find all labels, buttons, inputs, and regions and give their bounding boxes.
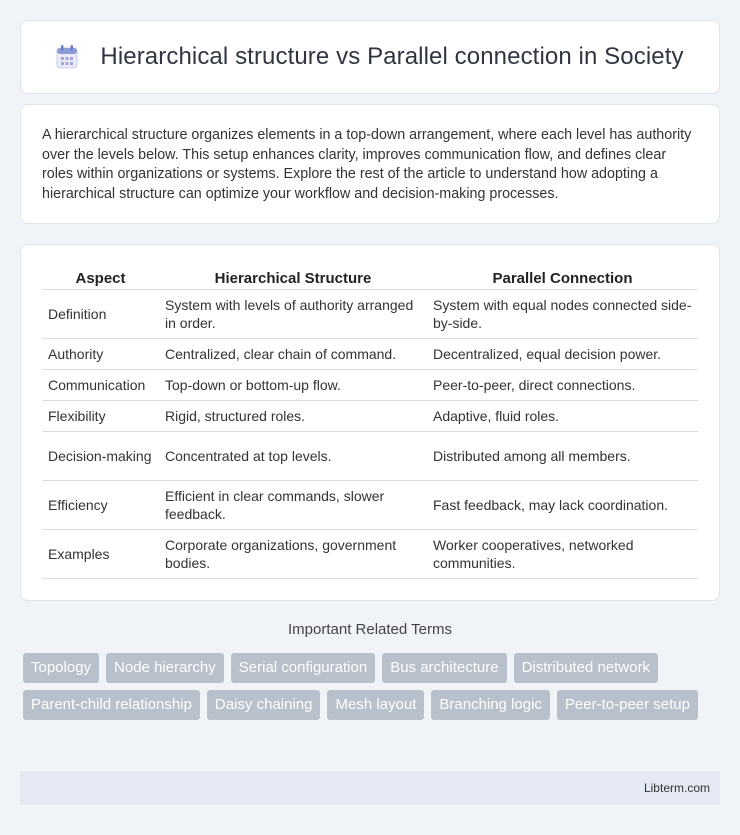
tag-mesh-layout[interactable]: Mesh layout <box>327 690 424 720</box>
related-terms-list <box>23 653 713 727</box>
table-header-row <box>42 267 698 290</box>
hierarchical-cell: Efficient in clear commands, slower feedback. <box>159 481 427 530</box>
parallel-cell: System with equal nodes connected side-by-side. <box>427 290 698 339</box>
parallel-cell: Fast feedback, may lack coordination. <box>427 481 698 530</box>
hierarchical-cell: Top-down or bottom-up flow. <box>159 370 427 401</box>
table-row <box>42 481 698 530</box>
parallel-cell: Decentralized, equal decision power. <box>427 339 698 370</box>
aspect-cell: Authority <box>42 339 159 370</box>
page-title: Hierarchical structure vs Parallel connection in Society <box>100 43 684 70</box>
intro-paragraph: A hierarchical structure organizes elements in a top-down arrangement, where each level has authority over the levels below. This setup enhances clarity, improves communication flow, and defines clear roles within organizations or systems. Explore the rest of the article to understand how adopting a hierarchical structure can optimize your workflow and decision-making processes. <box>42 127 692 202</box>
hierarchical-cell: Corporate organizations, government bodies. <box>159 530 427 579</box>
aspect-cell: Examples <box>42 530 159 579</box>
table-row <box>42 370 698 401</box>
aspect-cell: Efficiency <box>42 481 159 530</box>
calendar-icon <box>56 44 78 70</box>
hierarchical-cell: System with levels of authority arranged in order. <box>159 290 427 339</box>
table-row <box>42 290 698 339</box>
aspect-cell: Definition <box>42 290 159 339</box>
tag-topology[interactable]: Topology <box>23 653 99 683</box>
tag-serial-configuration[interactable]: Serial configuration <box>231 653 375 683</box>
hierarchical-cell: Concentrated at top levels. <box>159 432 427 481</box>
header-hierarchical: Hierarchical Structure <box>159 267 427 290</box>
tag-bus-architecture[interactable]: Bus architecture <box>382 653 506 683</box>
tag-parent-child-relationship[interactable]: Parent-child relationship <box>23 690 200 720</box>
related-terms-title: Important Related Terms <box>288 621 452 638</box>
header-aspect: Aspect <box>42 267 159 290</box>
parallel-cell: Adaptive, fluid roles. <box>427 401 698 432</box>
aspect-cell: Flexibility <box>42 401 159 432</box>
hierarchical-cell: Centralized, clear chain of command. <box>159 339 427 370</box>
header-card <box>20 20 720 94</box>
header-parallel: Parallel Connection <box>427 267 698 290</box>
tag-peer-to-peer-setup[interactable]: Peer-to-peer setup <box>557 690 698 720</box>
table-row <box>42 432 698 481</box>
comparison-card <box>20 244 720 601</box>
footer <box>20 771 720 805</box>
hierarchical-cell: Rigid, structured roles. <box>159 401 427 432</box>
tag-distributed-network[interactable]: Distributed network <box>514 653 658 683</box>
parallel-cell: Worker cooperatives, networked communities. <box>427 530 698 579</box>
parallel-cell: Distributed among all members. <box>427 432 698 481</box>
tag-daisy-chaining[interactable]: Daisy chaining <box>207 690 321 720</box>
parallel-cell: Peer-to-peer, direct connections. <box>427 370 698 401</box>
table-row <box>42 530 698 579</box>
tag-node-hierarchy[interactable]: Node hierarchy <box>106 653 224 683</box>
comparison-table <box>42 267 698 579</box>
footer-link[interactable]: Libterm.com <box>643 781 710 795</box>
table-row <box>42 401 698 432</box>
aspect-cell: Decision-making <box>42 432 159 481</box>
table-row <box>42 339 698 370</box>
aspect-cell: Communication <box>42 370 159 401</box>
tag-branching-logic[interactable]: Branching logic <box>431 690 550 720</box>
intro-card <box>20 104 720 224</box>
